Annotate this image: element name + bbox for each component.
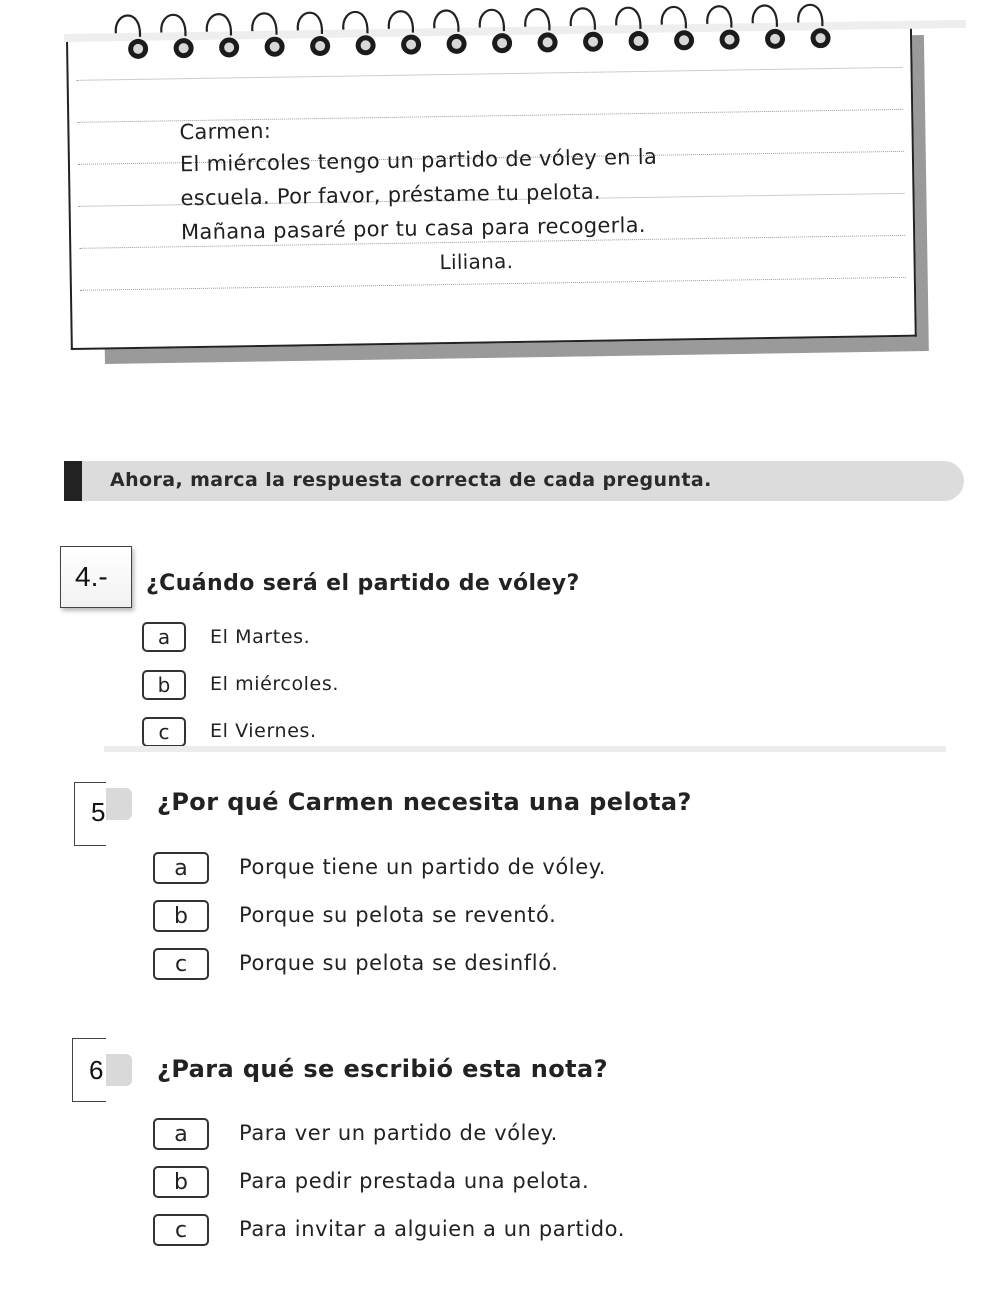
spiral-wire (798, 5, 823, 27)
question-5-text: ¿Por qué Carmen necesita una pelota? (157, 788, 692, 816)
option-6c-text: Para invitar a alguien a un partido. (239, 1217, 626, 1241)
note-salutation: Carmen: (179, 118, 272, 145)
option-6b-text: Para pedir prestada una pelota. (239, 1169, 590, 1193)
note-line-3: Mañana pasaré por tu casa para recogerla. (180, 212, 646, 245)
option-6b-letter: b (174, 1169, 188, 1195)
option-6c-letter: c (174, 1217, 188, 1243)
option-5c-text: Porque su pelota se desinfló. (239, 951, 559, 975)
note-signature: Liliana. (439, 249, 514, 275)
spiral-wire (479, 10, 504, 32)
option-4b-box[interactable] (142, 670, 186, 700)
spiral-rings (67, 0, 914, 74)
question-number-5: 5 (74, 782, 106, 846)
option-4a-text: El Martes. (210, 626, 311, 648)
option-6b-box[interactable] (153, 1166, 209, 1198)
note-card (66, 27, 917, 350)
option-5b-text: Porque su pelota se reventó. (239, 903, 557, 927)
question-number-4: 4.- (60, 546, 132, 608)
option-5a-letter: a (174, 855, 188, 881)
option-5b-box[interactable] (153, 900, 209, 932)
instruction-text: Ahora, marca la respuesta correcta de cada pregunta. (110, 469, 712, 491)
option-6a-text: Para ver un partido de vóley. (239, 1121, 558, 1145)
spiral-wire (343, 12, 368, 34)
option-4c-text: El Viernes. (210, 720, 317, 742)
question-6-tab (104, 1054, 132, 1086)
spiral-wire (252, 13, 277, 35)
section-divider (104, 746, 946, 752)
note-line-2: escuela. Por favor, préstame tu pelota. (180, 179, 602, 211)
question-number-6: 6 (72, 1038, 106, 1102)
spiral-wire (207, 14, 232, 36)
option-6a-box[interactable] (153, 1118, 209, 1150)
question-6-text: ¿Para qué se escribió esta nota? (157, 1055, 608, 1083)
option-6a-letter: a (174, 1121, 188, 1147)
option-5a-text: Porque tiene un partido de vóley. (239, 855, 607, 879)
option-4c-letter: c (158, 720, 170, 744)
option-4c-box[interactable] (142, 717, 186, 747)
note-rule (80, 277, 906, 291)
spiral-wire (388, 11, 413, 33)
option-6c-box[interactable] (153, 1214, 209, 1246)
spiral-wire (434, 10, 459, 32)
option-4a-letter: a (157, 625, 171, 649)
option-5a-box[interactable] (153, 852, 209, 884)
option-5c-box[interactable] (153, 948, 209, 980)
option-5b-letter: b (174, 903, 188, 929)
spiral-wire (297, 12, 322, 34)
option-4b-text: El miércoles. (210, 673, 339, 695)
spiral-wire (570, 8, 595, 30)
spiral-wire (161, 15, 186, 37)
spiral-wire (752, 5, 777, 27)
spiral-wire (116, 15, 141, 37)
option-4b-letter: b (157, 673, 171, 697)
instruction-banner-tab (64, 461, 82, 501)
question-5-tab (104, 788, 132, 820)
note-line-1: El miércoles tengo un partido de vóley en la (179, 144, 658, 177)
question-4-text: ¿Cuándo será el partido de vóley? (146, 571, 580, 596)
spiral-wire (616, 7, 641, 29)
spiral-wire (707, 6, 732, 28)
option-5c-letter: c (174, 951, 188, 977)
option-4a-box[interactable] (142, 622, 186, 652)
spiral-wire (525, 9, 550, 31)
spiral-wire (661, 7, 686, 29)
